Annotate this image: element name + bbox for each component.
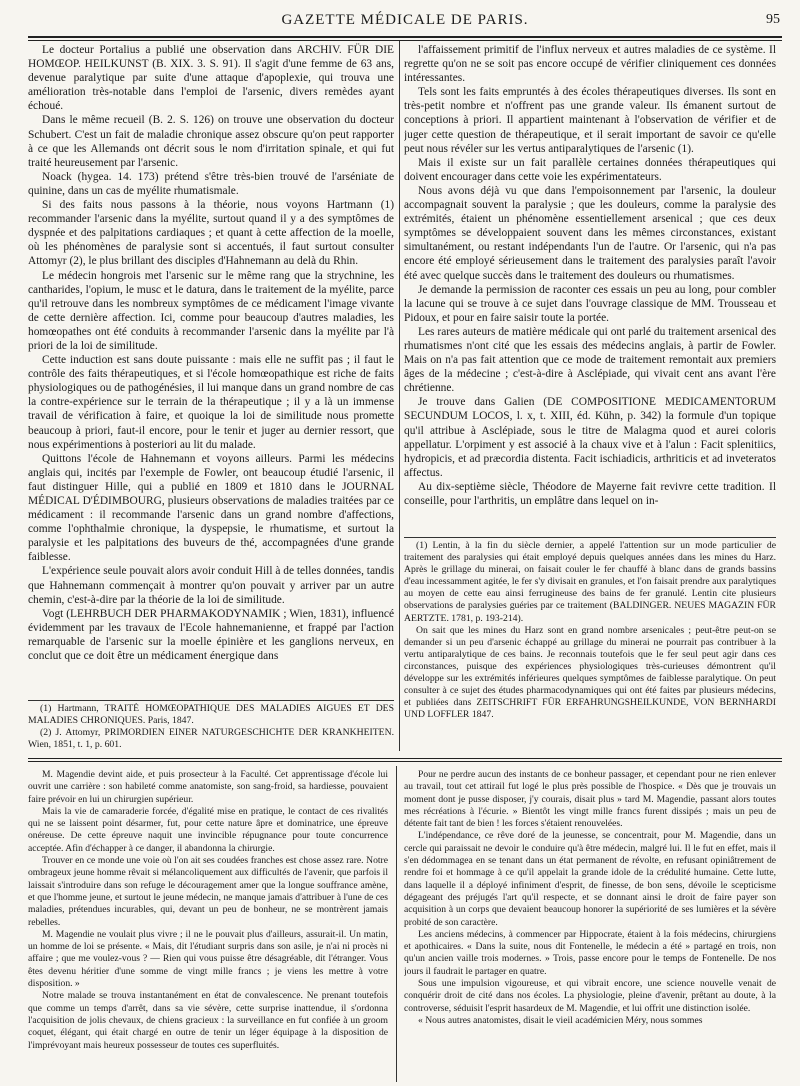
paragraph: Noack (hygea. 14. 173) prétend s'être très-bien trouvé de l'arséniate de quinine, dans un cas de myélite rhumatismale. [28, 170, 394, 197]
paragraph: Les rares auteurs de matière médicale qui ont parlé du traitement arsenical des rhumatismes n'ont cité que les essais des médecins anglais, à partir de Fowler. Mais on n'a pas fait attention que ce mode de traitement remontait aux premiers âges de la médecine ; c'est-à-dire à Asclépiade, qui vivait cent ans avant l'ère chrétienne. [404, 325, 776, 395]
paragraph: Pour ne perdre aucun des instants de ce bonheur passager, et cependant pour ne rien enlever au travail, tout cet attirail fut logé le plus près possible de l'hospice. « Dès que je trouvais un moment dont je pusse disposer, j'y courais, disait plus » tard M. Magendie, passant alors toutes mes récréations à l'écurie. » Bientôt les vingt mille francs furent dissipés ; mais un peu de détente fait tant de bien ! les forces s'étaient renouvelées. [404, 769, 776, 830]
paragraph: M. Magendie devint aide, et puis prosecteur à la Faculté. Cet apprentissage d'école lui ouvrit une carrière : son habileté comme anatomiste, son sang-froid, sa hardiesse, pouvaient faire prévoir en lui un chirurgien supérieur. [28, 769, 388, 805]
paragraph: Je demande la permission de raconter ces essais un peu au long, pour combler la lacune qui se trouve à ce sujet dans l'ouvrage classique de MM. Trousseau et Pidoux, et pour en faire saisir toute la portée. [404, 283, 776, 324]
paragraph: l'affaissement primitif de l'influx nerveux et autres maladies de ce système. Il regrette qu'on ne se soit pas encore occupé de vérifier cliniquement ces données intéressantes. [404, 44, 776, 85]
feuilleton-right-column [404, 769, 776, 1081]
footnote-rule [404, 537, 776, 538]
paragraph: L'expérience seule pouvait alors avoir conduit Hill à de telles données, tandis que Hahnemann commençait à montrer qu'on pouvait y arriver par un autre chemin, c'est-à-dire par la théorie de la loi de similitude. [28, 565, 394, 606]
paragraph: Dans le même recueil (B. 2. S. 126) on trouve une observation du docteur Schubert. C'est un fait de maladie chronique assez obscure qu'on peut rapporter à ce que les Allemands ont décrit sous le nom d'irritation spinale, et qui fut traité heureusement par l'arsenic. [28, 114, 394, 169]
footnote-rule [28, 700, 394, 701]
footnote: (1) Lentin, à la fin du siècle dernier, a appelé l'attention sur un mode particulier de traitement des paralysies qui était employé depuis quelques années dans les mines du Harz. Après le grillage du minerai, on faisait couler le fer chauffé à blanc dans de grands bassins d'eau incessamment agitée, le fer s'y divisait en granules, et l'on faisait prendre aux paralytiques au moyen de cette eau ainsi ferrugineuse des bains de fer granulé. Lentin cite plusieurs observations de paralysies guéries par ce traitement (BALDINGER. NEUES MAGAZIN FÜR AERTZTE. 1781, p. 193-214). [404, 540, 776, 624]
paragraph: Si des faits nous passons à la théorie, nous voyons Hartmann (1) recommander l'arsenic dans la myélite, surtout quand il y a des symptômes de dyspnée et des palpitations cardiaques ; et quant à cette affection de la moelle, où les phénomènes de paralysie sont si accentués, il faut surtout consulter Attomyr (2), le plus brillant des disciples d'Hahnemann au delà du Rhin. [28, 199, 394, 268]
paragraph: Le médecin hongrois met l'arsenic sur le même rang que la strychnine, les cantharides, l'opium, le musc et le datura, dans le traitement de la myélite, parce qu'il retrouve dans les nombreux symptômes de ce médicament l'image vivante de cette dernière affection. Ici, comme pour beaucoup d'autres maladies, les homœopathes ont été conduits à recommander l'arsenic dans la myélite par l'à priori de la loi de similitude. [28, 269, 394, 352]
paragraph: Nous avons déjà vu que dans l'empoisonnement par l'arsenic, la douleur accompagnait souvent la paralysie ; que les douleurs, comme la paralysie des extrémités, étaient un phénomène essentiellement arsenical ; que ces deux symptômes se développaient souvent dans les mêmes circonstances, existant simultanément, ou restant indépendants l'un de l'autre. Or l'arsenic, qui n'a pas encore été employé sérieusement dans le traitement des paralysies paraît l'avoir été avec quelque succès dans le traitement des douleurs ou rhumatismes. [404, 184, 776, 282]
paragraph: Sous une impulsion vigoureuse, et qui vibrait encore, une science nouvelle venait de conquérir droit de cité dans nos écoles. La physiologie, pleine d'avenir, prêtant au doute, à la controverse, séduisit l'esprit hasardeux de M. Magendie, et lui offrit une distinction isolée. [404, 978, 776, 1014]
paragraph: Trouver en ce monde une voie où l'on ait ses coudées franches est chose assez rare. Notre ombrageux jeune homme rêvait si mélancoliquement aux difficultés de l'avenir, que parfois il laissait s'introduire dans son refuge le découragement amer que la longue souffrance amène, et que l'homme jeune, et surtout le jeune médecin, ne manque jamais d'attribuer à l'une de ces maladies, prétendues incurables, qui, devant un peu de bonheur, ne se montrèrent jamais rebelles. [28, 855, 388, 928]
page-header [30, 10, 780, 38]
paragraph: Mais il existe sur un fait parallèle certaines données thérapeutiques qui doivent encourager dans cette voie les expérimentateurs. [404, 156, 776, 183]
feuilleton-rule [28, 758, 782, 762]
feuilleton-divider [396, 766, 397, 1082]
footnote: (2) J. Attomyr, PRIMORDIEN EINER NATURGESCHICHTE DER KRANKHEITEN. Wien, 1851, t. 1, p. 601. [28, 727, 394, 751]
paragraph: Le docteur Portalius a publié une observation dans ARCHIV. FÜR DIE HOMŒOP. HEILKUNST (B. XIX. 3. S. 91). Il s'agit d'une femme de 63 ans, devenue paralytique par suite d'une attaque d'apoplexie, qui trouva une amélioration très-notable dans l'emploi de l'arsenic, divers remèdes ayant échoué. [28, 44, 394, 113]
page-number: 95 [766, 12, 780, 27]
paragraph: Quittons l'école de Hahnemann et voyons ailleurs. Parmi les médecins anglais qui, incités par l'exemple de Fowler, ont beaucoup étudié l'arsenic, il faut distinguer Hille, qui a publié en 1809 et 1810 dans le JOURNAL MÉDICAL D'ÉDIMBOURG, plusieurs observations de maladies traitées par ce médicament : il recommande l'arsenic dans un grand nombre d'affections, comme l'ophthalmie chronique, la dyspepsie, le rhumatisme, et surtout la paralysie et les palpitations des buveurs de thé, accompagnées d'une grande faiblesse. [28, 452, 394, 564]
footnote: (1) Hartmann, TRAITÉ HOMŒOPATHIQUE DES MALADIES AIGUES ET DES MALADIES CHRONIQUES. Paris, 1847. [28, 703, 394, 727]
paragraph: Au dix-septième siècle, Théodore de Mayerne fait revivre cette tradition. Il conseille, pour l'arthritis, un emplâtre dans lequel on in- [404, 480, 776, 507]
column-divider [399, 41, 400, 751]
paragraph: Notre malade se trouva instantanément en état de convalescence. Ne prenant toutefois que comme un temps d'arrêt, dans sa vie sévère, cette surprise inattendue, il s'ordonna l'acquisition de jolis chevaux, de chiens gracieux : la surveillance en fut confiée à un groom coquet, élégant, qui était chargé en outre de tenir un léger équipage à la disposition de l'imprévoyant mais heureux possesseur de toutes ces superfluités. [28, 990, 388, 1051]
paragraph: Tels sont les faits empruntés à des écoles thérapeutiques diverses. Ils sont en très-petit nombre et n'offrent pas une grande valeur. Ils émanent surtout de conceptions à priori. Il appartient maintenant à l'observation de vérifier et de juger cette question de thérapeutique, et il serait important de savoir ce qu'elle peut nous révéler sur les vertus antiparalytiques de l'arsenic (1). [404, 86, 776, 155]
right-column [404, 43, 776, 527]
footnote: On sait que les mines du Harz sont en grand nombre arsenicales ; peut-être peut-on se demander si un peu d'arsenic échappé au grillage du minerai ne pourrait pas contribuer à la vertu antiparalytique de ces bains. Je reconnais toutefois que le fer seul peut agir dans ces circonstances, puisque des expériences physiologiques très-curieuses démontrent qu'il développe sur les extrémités inférieures quelques symptômes de faiblesse paralytique. On peut consulter à ce sujet des études pharmacodynamiques qui ont été faites par plusieurs médecins, et publiées dans ZEITSCHRIFT FÜR ERFAHRUNGSHEILKUNDE, VON BERNHARDI UND LOFFLER 1847. [404, 624, 776, 721]
header-rule [28, 36, 782, 41]
paragraph: L'indépendance, ce rêve doré de la jeunesse, se concentrait, pour M. Magendie, dans un cercle qui paraissait ne devoir le conduire qu'à être médecin, malgré lui. Il le fut en effet, mais il s'en dédommagea en se tenant dans un état permanent de révolte, en refusant opiniâtrement de rendre foi et hommage à ce qu'il appelait la grande idole de la crédulité humaine. Cette lutte, dans laquelle il a déployé infiniment d'esprit, de finesse, de bon sens, dévoile le scepticisme dégageant des préjugés l'art qu'il respecte, et se donnant ainsi le droit de faire payer son acquisition à un corps que devaient beaucoup honorer la supériorité de ses lumières et la sévère probité de son caractère. [404, 830, 776, 928]
paragraph: « Nous autres anatomistes, disait le vieil académicien Méry, nous sommes [418, 1014, 703, 1026]
paragraph: M. Magendie ne voulait plus vivre ; il ne le pouvait plus d'ailleurs, assurait-il. Un matin, un homme de loi se présente. « Mais, dit l'étudiant surpris dans son asile, je n'ai ni procès ni affaire ; que me voulez-vous ? — Rien qui vous puisse être désagréable, dit l'étranger. Vous êtes devenu héritier d'une somme de vingt mille francs ; je viens les mettre à votre disposition. » [28, 928, 388, 990]
paragraph: Les anciens médecins, à commencer par Hippocrate, étaient à la fois médecins, chirurgiens et apothicaires. « Dans la suite, nous dit Fontenelle, le médecin a été » partagé en trois, non qu'un ancien vaille trois modernes. » Trois, passe encore pour le temps de Fontenelle. De nos jours il faudrait le partager en quatre. [404, 928, 776, 977]
right-footnotes [404, 540, 776, 740]
left-column [28, 43, 394, 696]
paragraph: Mais la vie de camaraderie forcée, d'égalité mise en pratique, le contact de ces rivalités qui ne se laissent point désarmer, fut, pour cette nature âpre et dominatrice, une épreuve onéreuse. De cette épreuve naquit une invincible répugnance pour toute concurrence acceptée. Afin d'échapper à ce danger, il abandonna la chirurgie. [28, 805, 388, 854]
left-footnotes [28, 703, 394, 751]
journal-title: GAZETTE MÉDICALE DE PARIS. [281, 12, 529, 28]
feuilleton-left-column [28, 769, 388, 1081]
paragraph: Vogt (LEHRBUCH DER PHARMAKODYNAMIK ; Wien, 1831), influencé évidemment par les travaux de l'Ecole hahnemanienne, et frappé par l'action remarquable de l'arsenic sur la moelle épinière et les ganglions nerveux, en conclut que ce doit être un médicament énergique dans [28, 607, 394, 663]
paragraph: Cette induction est sans doute puissante : mais elle ne suffit pas ; il faut le contrôle des faits thérapeutiques, et si l'école homœopathique est riche de faits physiologiques ou de pathogénésies, il lui manque dans un grand nombre de cas la contre-expérience sur le terrain de la thérapeutique ; il y a là un immense travail de vérification à faire, et quoique la loi de similitude nous promette beaucoup à priori, faut-il encore, pour le tenir et juger au dernier ressort, que nous expérimentions à posteriori au lit du malade. [28, 354, 394, 451]
paragraph: Je trouve dans Galien (DE COMPOSITIONE MEDICAMENTORUM SECUNDUM LOCOS, l. x, t. XIII, éd. Kühn, p. 342) la formule d'un topique qu'il attribue à Asclépiade, sous le titre de Malagma quod et aurei coloris appellatur. L'orpiment y est associé à la chaux vive et à l'alun : Facit splenitiics, hydropicis, et ad præcordia distenta. Facit ischiadicis, arthriticis et ad inveteratos affectus. [404, 396, 776, 479]
